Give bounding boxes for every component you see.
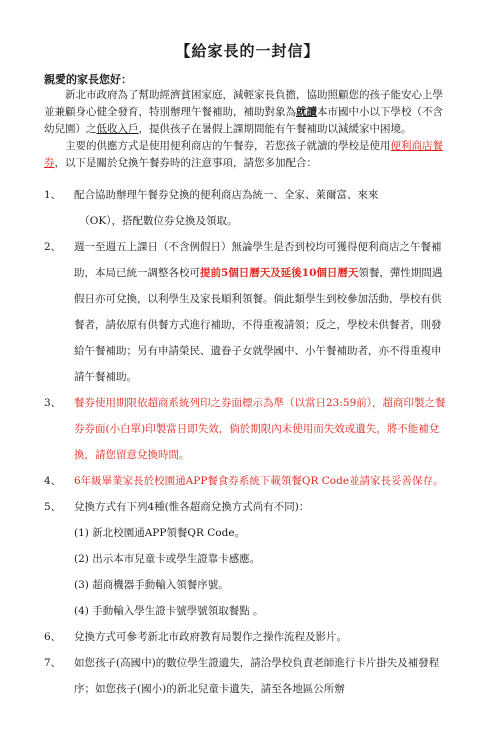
redeem-method-4: (4) 手動輸入學生證卡號學號領取餐點 。	[74, 605, 264, 617]
item-2-text-c: 領餐，彈性期間遇假日亦可兌換，以利學生及家長順利領餐。倘此類學生到校參加活動，學校有供餐者，請依原有供餐方式進行補助，不得重複請領；反之，學校未供餐者，則發給午餐補助；另有申請榮民、遺眷子女就學國中、小午餐補助者，亦不得重複申請午餐補助。	[74, 267, 443, 383]
item-2-text-a: 週一至週五上課日（不含例假日）無論學生是否到校均可獲得便利商店之午餐補助，本局已統一調整各校可	[74, 241, 442, 279]
intro-text-c: 本市國中小以下學校（不含幼兒園）之	[44, 106, 443, 135]
letter-page	[0, 40, 495, 740]
list-item-6	[44, 624, 451, 650]
intro-emphasis-low-income: 低收入戶	[96, 123, 139, 135]
item-number: 5、	[44, 501, 62, 513]
list-item-2	[44, 234, 451, 390]
letter-title: 【給家長的一封信】	[175, 42, 320, 60]
item-4-text: 6年級畢業家長於校園通APP餐食券系統下載領餐QR Code並請家長妥善保存。	[74, 475, 444, 487]
item-7-text: 如您孩子(高國中)的數位學生證遺失，請洽學校負責老師進行卡片掛失及補發程序；如您孩子(國小)的新北兒童卡遺失，請至各地區公所辦	[74, 657, 440, 695]
item-number: 7、	[44, 657, 62, 669]
redeem-method-1: (1) 新北校園通APP領餐QR Code。	[74, 527, 246, 539]
supply-emphasis-store-coupon: 便利商店餐券	[44, 140, 443, 169]
item-number: 1、	[44, 189, 62, 201]
supply-text-c: ，以下是關於兌換午餐券時的注意事項，請您多加配合：	[54, 157, 317, 169]
list-item-7	[44, 650, 451, 702]
list-item-5	[44, 494, 451, 520]
intro-text-e: ，提供孩子在暑假上課期間能有午餐補助以減緩家中困境。	[138, 123, 412, 135]
item-3-text: 餐券使用期限依超商系統列印之券面標示為準（以當日23:59前），超商印製之餐券券面(小白單)印製當日即失效，倘於期限內未使用而失效或遺失，將不能補兌換，請您留意兌換時間。	[74, 397, 446, 461]
item-6-text: 兌換方式可參考新北市政府教育局製作之操作流程及影片。	[74, 631, 347, 643]
redeem-method-2: (2) 出示本市兒童卡或學生證靠卡感應。	[74, 553, 261, 565]
list-item-3	[44, 390, 451, 468]
list-item-1	[44, 182, 451, 234]
item-1-line-1: 配合協助辦理午餐券兌換的便利商店為統一、全家、萊爾富、來來	[74, 189, 379, 201]
intro-text-a: 新北市政府為了幫助經濟貧困家庭，減輕家長負擔，協助照顧您的孩子能安心上學並兼顧身心健全發育，特別辦理午餐補助，補助對象為	[44, 89, 443, 118]
item-number: 3、	[44, 397, 62, 409]
item-number: 4、	[44, 475, 62, 487]
item-2-emphasis-days: 提前5個日曆天及延後10個日曆天	[200, 267, 359, 279]
item-5-text: 兌換方式有下列4種(惟各超商兌換方式尚有不同)：	[74, 501, 310, 513]
intro-paragraph	[44, 87, 451, 138]
supply-text-a: 主要的供應方式是使用便利商店的午餐券，若您孩子就讀的學校是使用	[65, 140, 391, 152]
redeem-method-3: (3) 超商機器手動輸入領餐序號。	[74, 579, 229, 591]
notice-list	[44, 182, 451, 702]
intro-emphasis-enrolled: 就讀	[296, 106, 317, 118]
supply-paragraph	[44, 138, 451, 172]
item-1-line-2: （OK），搭配數位券兌換及領取。	[79, 215, 238, 227]
greeting: 親愛的家長您好：	[44, 73, 132, 86]
item-number: 6、	[44, 631, 62, 643]
list-item-4	[44, 468, 451, 494]
item-number: 2、	[44, 241, 62, 253]
